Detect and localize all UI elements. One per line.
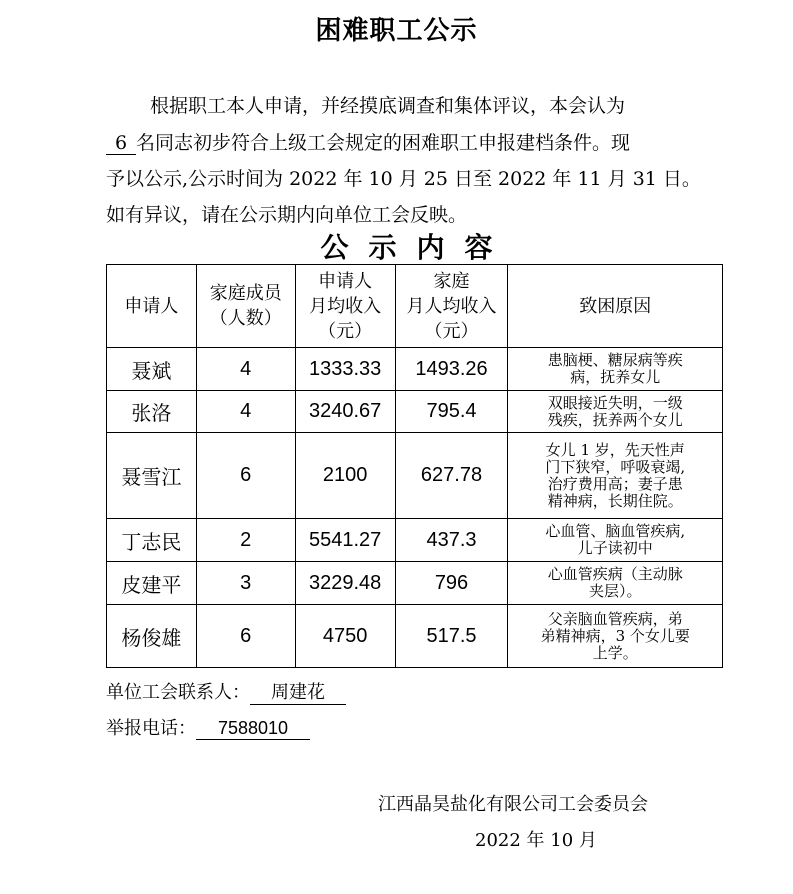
hardship-reason <box>508 519 723 562</box>
applicant-name: 聂雪江 <box>107 433 197 519</box>
table-row <box>107 348 723 391</box>
applicant-income: 3229.48 <box>295 562 395 605</box>
header-household-line: （元） <box>424 320 479 342</box>
applicant-name: 皮建平 <box>107 562 197 605</box>
family-members: 6 <box>196 605 295 668</box>
header-income <box>295 265 395 348</box>
hardship-reason <box>508 605 723 668</box>
header-members-line: （人数） <box>209 308 282 329</box>
applicant-income: 2100 <box>295 433 395 519</box>
reason-line: 弟精神病，3 个女儿要 <box>540 626 690 645</box>
phone-line <box>106 714 310 740</box>
reason-line: 儿子读初中 <box>577 539 653 557</box>
document-title: 困难职工公示 <box>315 16 478 46</box>
applicant-name: 杨俊雄 <box>107 605 197 668</box>
applicant-count: 6 <box>106 132 136 155</box>
reason-line: 精神病，长期住院。 <box>547 491 683 510</box>
reason-line: 上学。 <box>592 643 638 662</box>
household-income: 796 <box>395 562 508 605</box>
reason-line: 双眼接近失明，一级 <box>547 393 683 412</box>
header-reason: 致困原因 <box>508 265 723 348</box>
reason-line: 病，抚养女儿 <box>570 368 661 386</box>
applicant-income: 4750 <box>295 605 395 668</box>
header-applicant: 申请人 <box>107 265 197 348</box>
family-members: 3 <box>196 562 295 605</box>
contact-line <box>106 678 346 705</box>
header-members <box>196 265 295 348</box>
applicant-name: 聂斌 <box>107 348 197 391</box>
intro-line-2-text: 名同志初步符合上级工会规定的困难职工申报建档条件。现 <box>136 132 631 154</box>
signature-date: 2022 年 10 月 <box>475 830 597 851</box>
family-members: 4 <box>196 391 295 433</box>
applicant-income: 3240.67 <box>295 391 395 433</box>
header-income-line: 月均收入 <box>309 295 382 317</box>
applicant-income: 5541.27 <box>295 519 395 562</box>
applicant-name: 张洛 <box>107 391 197 433</box>
header-household <box>395 265 508 348</box>
table-row <box>107 519 723 562</box>
table-row <box>107 433 723 519</box>
intro-line-3: 予以公示,公示时间为 2022 年 10 月 25 日至 2022 年 11 月 31 日。 <box>106 168 701 190</box>
table-row <box>107 562 723 605</box>
hardship-reason <box>508 348 723 391</box>
reason-line: 女儿 1 岁，先天性声 <box>545 440 685 459</box>
applicant-name: 丁志民 <box>107 519 197 562</box>
family-members: 2 <box>196 519 295 562</box>
reason-line: 心血管、脑血管疾病, <box>545 522 686 540</box>
header-household-line: 家庭 <box>433 270 470 292</box>
reason-line: 父亲脑血管疾病，弟 <box>547 609 683 628</box>
family-members: 6 <box>196 433 295 519</box>
household-income: 517.5 <box>395 605 508 668</box>
reason-line: 残疾，抚养两个女儿 <box>547 410 683 429</box>
phone-label: 举报电话： <box>106 718 196 739</box>
hardship-table <box>106 264 723 668</box>
table-row <box>107 605 723 668</box>
table-row <box>107 391 723 433</box>
hardship-reason <box>508 562 723 605</box>
household-income: 437.3 <box>395 519 508 562</box>
reason-line: 患脑梗、糖尿病等疾 <box>547 351 683 369</box>
signature-org: 江西晶昊盐化有限公司工会委员会 <box>378 794 648 815</box>
household-income: 627.78 <box>395 433 508 519</box>
header-income-line: （元） <box>318 320 373 342</box>
household-income: 1493.26 <box>395 348 508 391</box>
family-members: 4 <box>196 348 295 391</box>
phone-number: 7588010 <box>196 718 310 740</box>
header-members-line: 家庭成员 <box>209 283 282 304</box>
intro-line-2 <box>106 128 630 155</box>
contact-name: 周建花 <box>250 678 346 705</box>
contact-label: 单位工会联系人： <box>106 682 250 703</box>
table-header-row <box>107 265 723 348</box>
header-income-line: 申请人 <box>318 270 373 292</box>
reason-line: 夹层）。 <box>588 582 642 600</box>
reason-line: 门下狭窄，呼吸衰竭, <box>545 457 686 476</box>
household-income: 795.4 <box>395 391 508 433</box>
hardship-reason <box>508 433 723 519</box>
reason-line: 治疗费用高；妻子患 <box>547 474 683 493</box>
header-household-line: 月人均收入 <box>406 295 497 317</box>
applicant-income: 1333.33 <box>295 348 395 391</box>
intro-line-1: 根据职工本人申请，并经摸底调查和集体评议，本会认为 <box>150 95 626 117</box>
hardship-reason <box>508 391 723 433</box>
section-heading: 公示内容 <box>320 231 513 264</box>
reason-line: 心血管疾病（主动脉 <box>547 565 683 583</box>
intro-line-4: 如有异议，请在公示期内向单位工会反映。 <box>106 204 468 226</box>
